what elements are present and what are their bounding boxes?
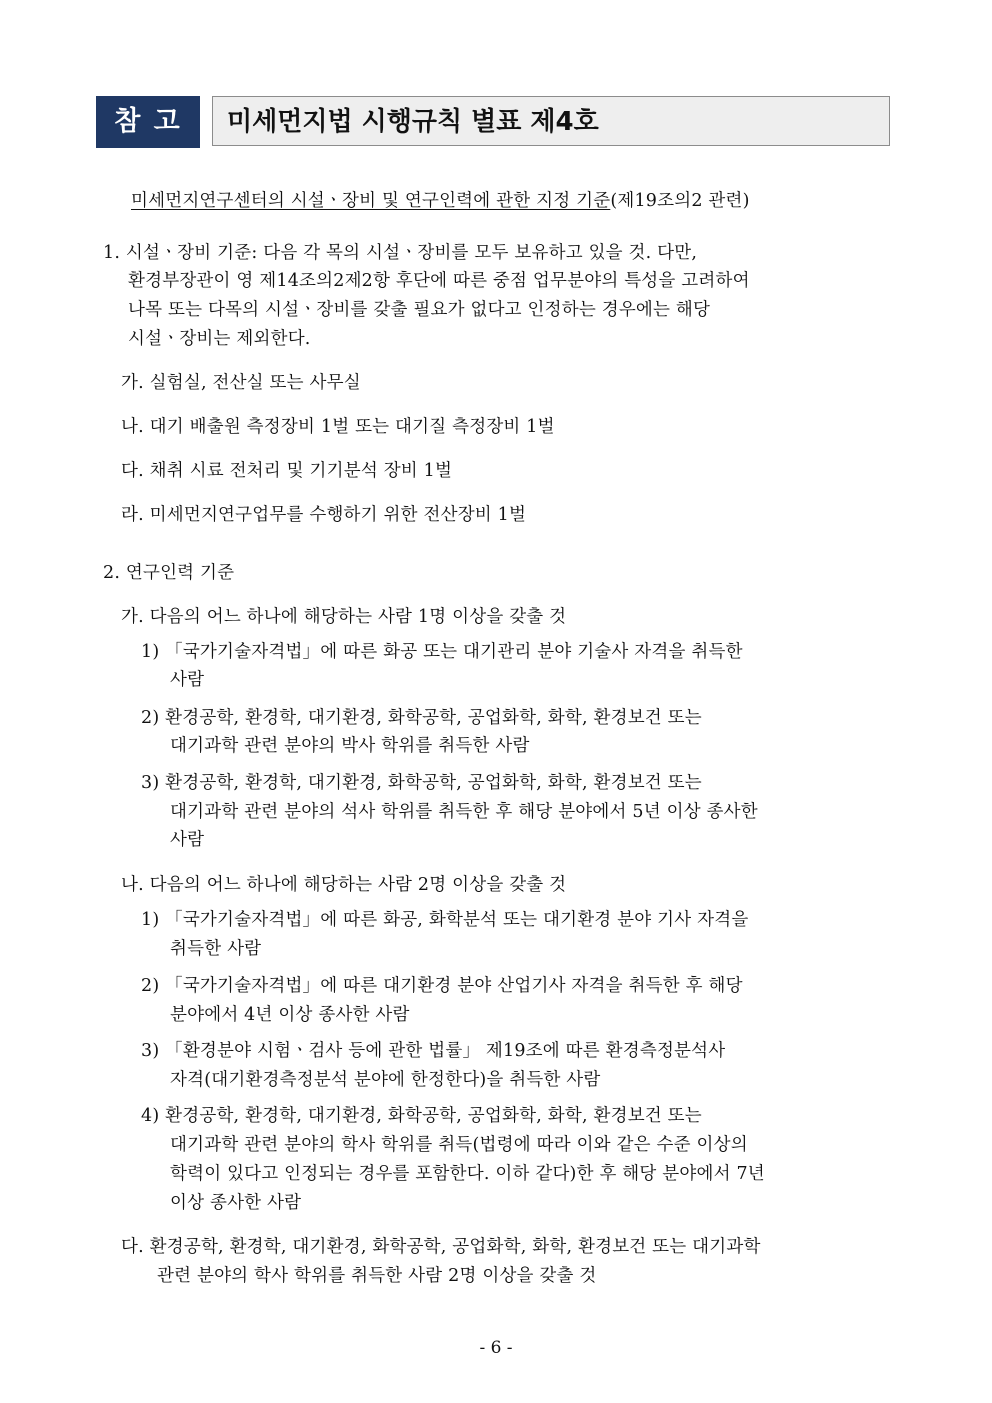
section2-ga-item-cont: 사람 (170, 830, 205, 850)
section2-ga-item-cont: 대기과학 관련 분야의 석사 학위를 취득한 후 해당 분야에서 5년 이상 종사한 (170, 802, 758, 822)
section1-line: 시설ㆍ장비는 제외한다. (128, 329, 311, 349)
section2-ga-item: 3) 환경공학, 환경학, 대기환경, 화학공학, 공업화학, 화학, 환경보건 또는 (141, 773, 702, 793)
section1-item: 다. 채취 시료 전처리 및 기기분석 장비 1벌 (121, 461, 453, 481)
section2-ga-item-cont: 대기과학 관련 분야의 박사 학위를 취득한 사람 (170, 736, 530, 756)
section2-ga-item: 2) 환경공학, 환경학, 대기환경, 화학공학, 공업화학, 화학, 환경보건 또는 (141, 708, 702, 728)
section1-item: 가. 실험실, 전산실 또는 사무실 (121, 373, 361, 393)
section2-na-item-cont: 자격(대기환경측정분석 분야에 한정한다)을 취득한 사람 (170, 1070, 601, 1090)
page-header (96, 96, 892, 148)
section2-ga-lead: 가. 다음의 어느 하나에 해당하는 사람 1명 이상을 갖출 것 (121, 607, 567, 627)
section1-item: 나. 대기 배출원 측정장비 1벌 또는 대기질 측정장비 1벌 (121, 417, 555, 437)
subtitle-reference: (제19조의2 관련) (610, 191, 750, 211)
section2-da: 다. 환경공학, 환경학, 대기환경, 화학공학, 공업화학, 화학, 환경보건 또는 대기과학 (121, 1237, 761, 1257)
section2-na-item: 3) 「환경분야 시험ㆍ검사 등에 관한 법률」 제19조에 따른 환경측정분석사 (141, 1041, 726, 1061)
section2-na-item: 4) 환경공학, 환경학, 대기환경, 화학공학, 공업화학, 화학, 환경보건 또는 (141, 1106, 702, 1126)
reference-badge: 참 고 (96, 96, 200, 148)
section2-na-item-cont: 이상 종사한 사람 (170, 1193, 302, 1213)
section2-na-lead: 나. 다음의 어느 하나에 해당하는 사람 2명 이상을 갖출 것 (121, 875, 567, 895)
section1-line: 나목 또는 다목의 시설ㆍ장비를 갖출 필요가 없다고 인정하는 경우에는 해당 (128, 300, 711, 320)
section2-ga-item-cont: 사람 (170, 670, 205, 690)
section1-line: 1. 시설ㆍ장비 기준: 다음 각 목의 시설ㆍ장비를 모두 보유하고 있을 것. 다만, (103, 243, 698, 263)
section2-na-item-cont: 대기과학 관련 분야의 학사 학위를 취득(법령에 따라 이와 같은 수준 이상의 (170, 1135, 748, 1155)
subtitle-main: 미세먼지연구센터의 시설ㆍ장비 및 연구인력에 관한 지정 기준 (131, 191, 611, 211)
section1-line: 환경부장관이 영 제14조의2제2항 후단에 따른 중점 업무분야의 특성을 고려하여 (128, 271, 750, 291)
section2-heading: 2. 연구인력 기준 (103, 563, 235, 583)
section2-na-item: 2) 「국가기술자격법」에 따른 대기환경 분야 산업기사 자격을 취득한 후 해당 (141, 976, 743, 996)
section2-na-item: 1) 「국가기술자격법」에 따른 화공, 화학분석 또는 대기환경 분야 기사 자격을 (141, 910, 749, 930)
page-title: 미세먼지법 시행규칙 별표 제4호 (212, 96, 890, 146)
section2-na-item-cont: 학력이 있다고 인정되는 경우를 포함한다. 이하 같다)한 후 해당 분야에서 7년 (170, 1164, 765, 1184)
section2-ga-item: 1) 「국가기술자격법」에 따른 화공 또는 대기관리 분야 기술사 자격을 취득한 (141, 642, 743, 662)
section1-item: 라. 미세먼지연구업무를 수행하기 위한 전산장비 1벌 (121, 505, 527, 525)
section2-na-item-cont: 취득한 사람 (170, 939, 262, 959)
document-subtitle (131, 189, 750, 213)
page-number: - 6 - (479, 1338, 513, 1358)
section2-na-item-cont: 분야에서 4년 이상 종사한 사람 (170, 1005, 410, 1025)
section2-da-cont: 관련 분야의 학사 학위를 취득한 사람 2명 이상을 갖출 것 (157, 1266, 597, 1286)
